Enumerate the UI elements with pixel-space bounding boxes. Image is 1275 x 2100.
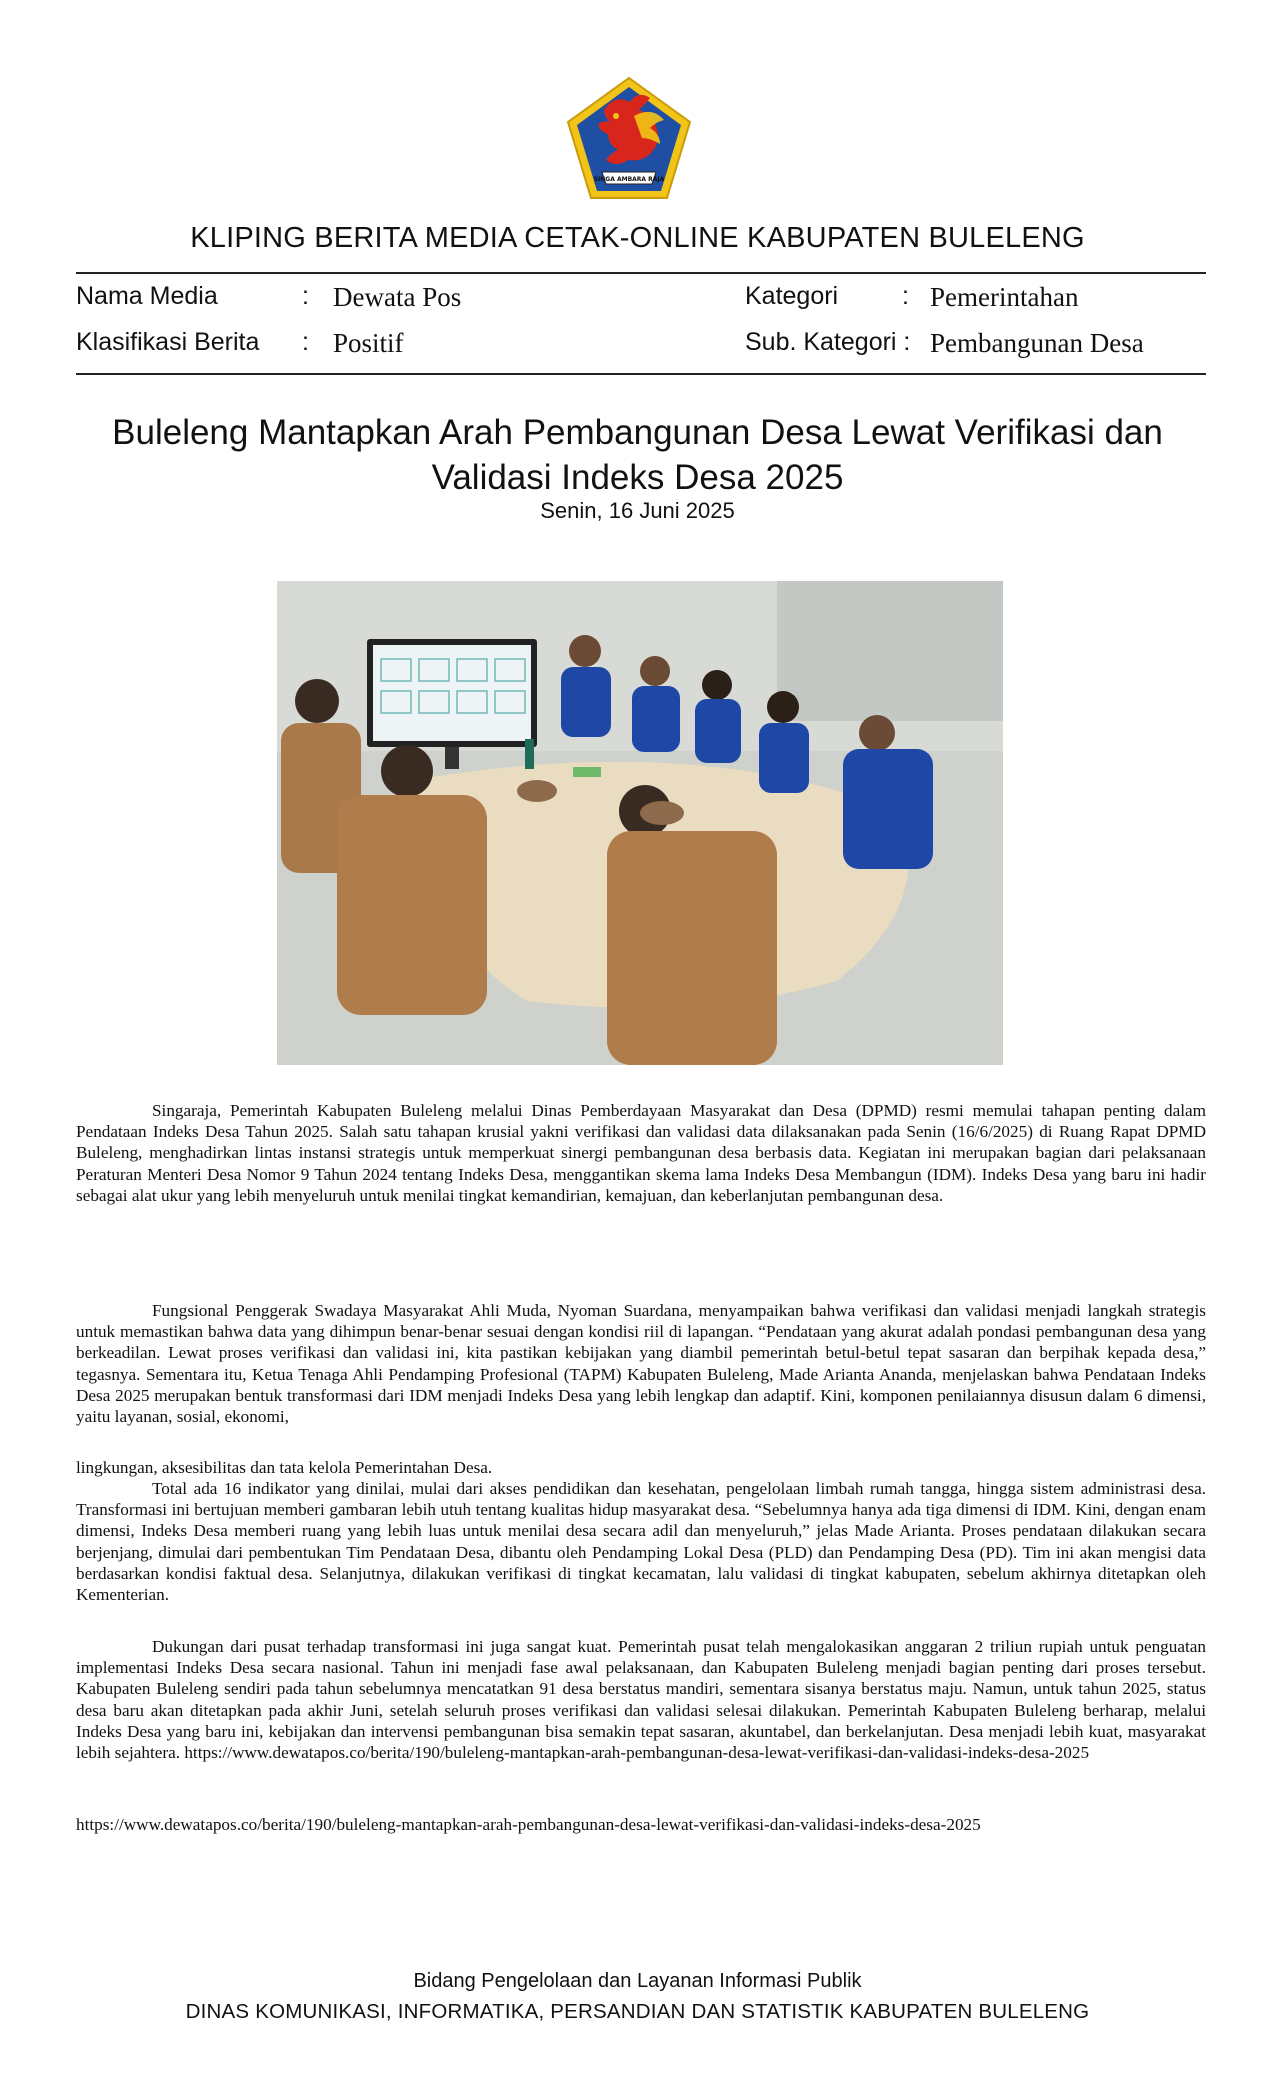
klasifikasi-colon: : [302, 328, 309, 356]
source-link[interactable]: https://www.dewatapos.co/berita/190/buleleng-mantapkan-arah-pembangunan-desa-lewat-verifikasi-dan-validasi-indeks-desa-2025 [76, 1815, 981, 1834]
meeting-photo [277, 581, 1003, 1065]
article-paragraph-4: Total ada 16 indikator yang dinilai, mulai dari akses pendidikan dan kesehatan, pengelolaan limbah rumah tangga, hingga sistem administrasi desa. Transformasi ini bertujuan memberi gambaran lebih utuh tentang kualitas hidup masyarakat desa. “Sebelumnya hanya ada tiga dimensi di IDM. Kini, dengan enam dimensi, Indeks Desa memberi ruang yang lebih luas untuk menilai desa secara adil dan menyeluruh,” jelas Made Arianta. Proses pendataan dilakukan secara berjenjang, dimulai dari pembentukan Tim Pendataan Desa, dibantu oleh Pendamping Lokal Desa (PLD) dan Pendamping Desa (PD). Tim ini akan mengisi data berdasarkan kondisi faktual desa. Selanjutnya, dilakukan verifikasi di tingkat kecamatan, lalu validasi di tingkat kabupaten, sebelum akhirnya ditetapkan oleh Kementerian. [76, 1479, 1206, 1605]
article-paragraph-1: Singaraja, Pemerintah Kabupaten Buleleng melalui Dinas Pemberdayaan Masyarakat dan Desa (DPMD) resmi memulai tahapan penting dalam Pendataan Indeks Desa Tahun 2025. Salah satu tahapan krusial yakni verifikasi dan validasi data dilaksanakan pada Senin (16/6/2025) di Ruang Rapat DPMD Buleleng, menghadirkan lintas instansi strategis untuk memperkuat sinergi pembangunan desa berbasis data. Kegiatan ini merupakan bagian dari pelaksanaan Peraturan Menteri Desa Nomor 9 Tahun 2024 tentang Indeks Desa, menggantikan skema lama Indeks Desa Membangun (IDM). Indeks Desa yang baru ini hadir sebagai alat ukur yang lebih menyeluruh untuk menilai tingkat kemandirian, kemajuan, dan keberlanjutan pembangunan desa. [76, 1101, 1206, 1205]
kategori-value: Pemerintahan [930, 282, 1079, 312]
subkategori-value: Pembangunan Desa [930, 328, 1144, 358]
svg-text:SINGA AMBARA RAJA: SINGA AMBARA RAJA [593, 176, 665, 183]
media-value: Dewata Pos [333, 282, 462, 312]
article-paragraph-3: lingkungan, aksesibilitas dan tata kelola Pemerintahan Desa. [76, 1458, 493, 1477]
klasifikasi-value: Positif [333, 328, 404, 358]
subkategori-label: Sub. Kategori : [745, 328, 911, 356]
kategori-colon: : [902, 282, 909, 310]
article-paragraph-5: Dukungan dari pusat terhadap transformasi ini juga sangat kuat. Pemerintah pusat telah mengalokasikan anggaran 2 triliun rupiah untuk penguatan implementasi Indeks Desa secara nasional. Tahun ini menjadi fase awal pelaksanaan, dan Kabupaten Buleleng menjadi bagian penting dari proses tersebut. Kabupaten Buleleng sendiri pada tahun sebelumnya mencatatkan 91 desa berstatus mandiri, sementara sisanya berstatus maju. Namun, untuk tahun 2025, status desa baru akan ditetapkan pada akhir Juni, setelah seluruh proses verifikasi dan validasi selesai dilakukan. Pemerintah Kabupaten Buleleng berharap, melalui Indeks Desa yang baru ini, kebijakan dan intervensi pembangunan bisa semakin tepat sasaran, akuntabel, dan berkelanjutan. Desa menjadi lebih kuat, masyarakat lebih sejahtera. https://www.dewatapos.co/berita/190/buleleng-mantapkan-arah-pembangunan-desa-lewat-verifikasi-dan-validasi-indeks-desa-2025 [76, 1637, 1206, 1763]
media-label: Nama Media [76, 282, 218, 310]
header-divider-top [76, 272, 1206, 274]
article-paragraph-2: Fungsional Penggerak Swadaya Masyarakat Ahli Muda, Nyoman Suardana, menyampaikan bahwa verifikasi dan validasi menjadi langkah strategis untuk memastikan bahwa data yang dihimpun benar-benar sesuai dengan kondisi riil di lapangan. “Pendataan yang akurat adalah pondasi pembangunan desa yang berkeadilan. Lewat proses verifikasi dan validasi ini, kita pastikan kebijakan yang diambil pemerintah betul-betul tepat sasaran dan berpihak kepada desa,” tegasnya. Sementara itu, Ketua Tenaga Ahli Pendamping Profesional (TAPM) Kabupaten Buleleng, Made Arianta Ananda, menjelaskan bahwa Pendataan Indeks Desa 2025 merupakan bentuk transformasi dari IDM menjadi Indeks Desa yang lebih lengkap dan adaptif. Kini, komponen penilaiannya disusun dalam 6 dimensi, yaitu layanan, sosial, ekonomi, [76, 1301, 1206, 1427]
clipping-header-title: KLIPING BERITA MEDIA CETAK-ONLINE KABUPATEN BULELENG [190, 222, 1085, 254]
article-title: Buleleng Mantapkan Arah Pembangunan Desa Lewat Verifikasi dan Validasi Indeks Desa 2025 [112, 413, 1163, 497]
singa-ambara-raja-emblem-icon [564, 76, 694, 201]
article-date: Senin, 16 Juni 2025 [540, 498, 735, 523]
media-colon: : [302, 282, 309, 310]
klasifikasi-label: Klasifikasi Berita [76, 328, 260, 356]
footer-division: Bidang Pengelolaan dan Layanan Informasi Publik [413, 1970, 862, 1992]
header-divider-bottom [76, 373, 1206, 375]
kategori-label: Kategori [745, 282, 839, 310]
footer-agency: DINAS KOMUNIKASI, INFORMATIKA, PERSANDIAN DAN STATISTIK KABUPATEN BULELENG [185, 2000, 1090, 2023]
